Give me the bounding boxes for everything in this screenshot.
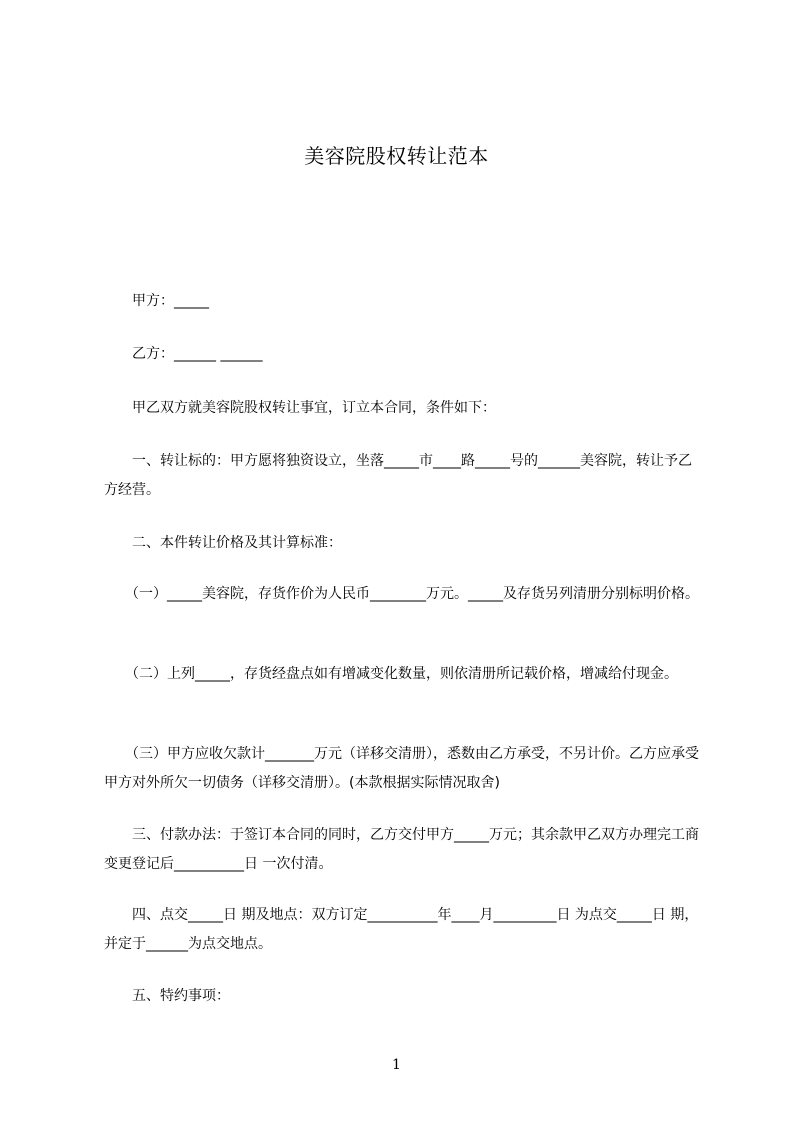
paragraph-clause-2-2: （二）上列_____，存货经盘点如有增减变化数量，则依清册所记载价格，增减给付现金。	[104, 666, 678, 682]
paragraph-clause-2: 二、本件转让价格及其计算标准：	[104, 535, 342, 551]
paragraph-clause-2-1: （一）_____美容院，存货作价为人民币________万元。_____及存货另列清册分别标明价格。	[104, 586, 699, 602]
paragraph-clause-2-3: （三）甲方应收欠款计_______万元（详移交清册），悉数由乙方承受，不另计价。乙方应承受甲方对外所欠一切债务（详移交清册）。(本款根据实际情况取舍)	[104, 746, 699, 791]
paragraph-clause-5: 五、特约事项：	[104, 988, 230, 1004]
paragraph-clause-1: 一、转让标的：甲方愿将独资设立，坐落_____市____路_____号的______美容院，转让予乙方经营。	[104, 453, 692, 498]
paragraph-clause-4: 四、点交_____日 期及地点：双方订定__________年____月_________日 为点交_____日 期，并定于______为点交地点。	[104, 907, 699, 952]
document-title: 美容院股权转让范本	[304, 144, 489, 168]
page-number: 1	[392, 1057, 401, 1073]
paragraph-clause-3: 三、付款办法：于签订本合同的同时，乙方交付甲方_____万元；其余款甲乙双方办理完工商变更登记后__________日 一次付清。	[104, 827, 699, 872]
paragraph-party-b: 乙方：______ ______	[104, 346, 263, 362]
paragraph-party-a: 甲方：_____	[104, 293, 209, 309]
paragraph-intro: 甲乙双方就美容院股权转让事宜，订立本合同，条件如下：	[104, 400, 496, 416]
